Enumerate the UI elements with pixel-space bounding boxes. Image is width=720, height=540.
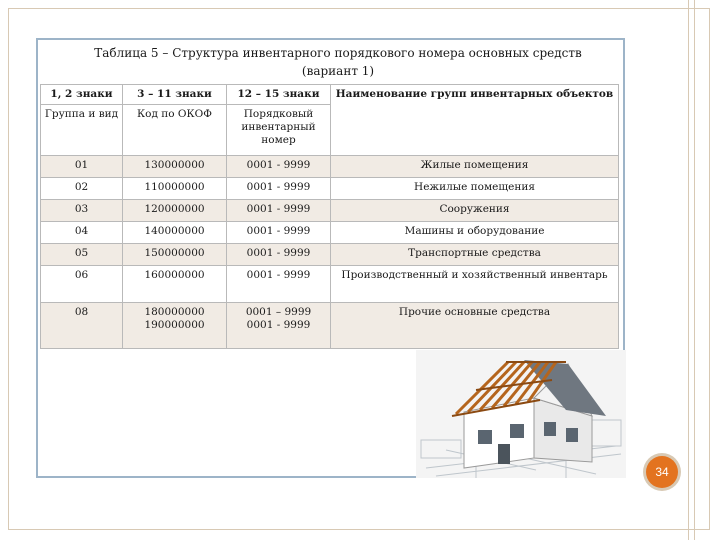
cell-number-line: 0001 – 9999 (245, 306, 312, 318)
subheader-cell: Порядковый инвентарный номер (227, 105, 331, 156)
cell-number: 0001 - 9999 (227, 178, 331, 200)
cell-okof: 120000000 (123, 200, 227, 222)
table-row (41, 178, 619, 200)
table-row (41, 200, 619, 222)
cell-name: Прочие основные средства (331, 303, 619, 349)
subheader-cell: Код по ОКОФ (123, 105, 227, 156)
cell-number: 0001 - 9999 (227, 222, 331, 244)
table-row (41, 244, 619, 266)
decorative-rule (688, 0, 689, 540)
cell-group: 08 (41, 303, 123, 349)
header-cell: 3 – 11 знаки (123, 85, 227, 105)
cell-okof-line: 180000000 (144, 306, 205, 318)
cell-okof: 150000000 (123, 244, 227, 266)
cell-name: Машины и оборудование (331, 222, 619, 244)
cell-okof: 110000000 (123, 178, 227, 200)
cell-group: 04 (41, 222, 123, 244)
cell-group: 06 (41, 266, 123, 303)
page-number: 34 (646, 456, 678, 488)
header-cell: 1, 2 знаки (41, 85, 123, 105)
cell-group: 01 (41, 156, 123, 178)
header-cell: 12 – 15 знаки (227, 85, 331, 105)
cell-name: Сооружения (331, 200, 619, 222)
cell-number (227, 303, 331, 349)
cell-group: 05 (41, 244, 123, 266)
table-title (40, 44, 636, 80)
cell-number: 0001 - 9999 (227, 200, 331, 222)
cell-okof (123, 303, 227, 349)
table-row (41, 303, 619, 349)
inventory-number-table (40, 84, 619, 349)
cell-name: Производственный и хозяйственный инвентарь (331, 266, 619, 303)
table-header-row (41, 85, 619, 105)
table-row (41, 266, 619, 303)
subheader-cell: Группа и вид (41, 105, 123, 156)
cell-okof: 130000000 (123, 156, 227, 178)
decorative-rule (694, 0, 695, 540)
table-row (41, 222, 619, 244)
cell-name: Жилые помещения (331, 156, 619, 178)
cell-okof: 140000000 (123, 222, 227, 244)
house-under-construction-icon (416, 350, 626, 478)
cell-number: 0001 - 9999 (227, 156, 331, 178)
table-title-subline: (вариант 1) (301, 64, 375, 78)
table-row (41, 156, 619, 178)
header-cell-name: Наименование групп инвентарных объектов (331, 85, 619, 156)
cell-group: 03 (41, 200, 123, 222)
cell-okof: 160000000 (123, 266, 227, 303)
cell-okof-line: 190000000 (144, 319, 205, 331)
cell-group: 02 (41, 178, 123, 200)
cell-name: Нежилые помещения (331, 178, 619, 200)
cell-number: 0001 - 9999 (227, 266, 331, 303)
cell-name: Транспортные средства (331, 244, 619, 266)
cell-number-line: 0001 - 9999 (246, 319, 311, 331)
cell-number: 0001 - 9999 (227, 244, 331, 266)
table-title-line: Таблица 5 – Структура инвентарного порядкового номера основных средств (94, 46, 582, 60)
